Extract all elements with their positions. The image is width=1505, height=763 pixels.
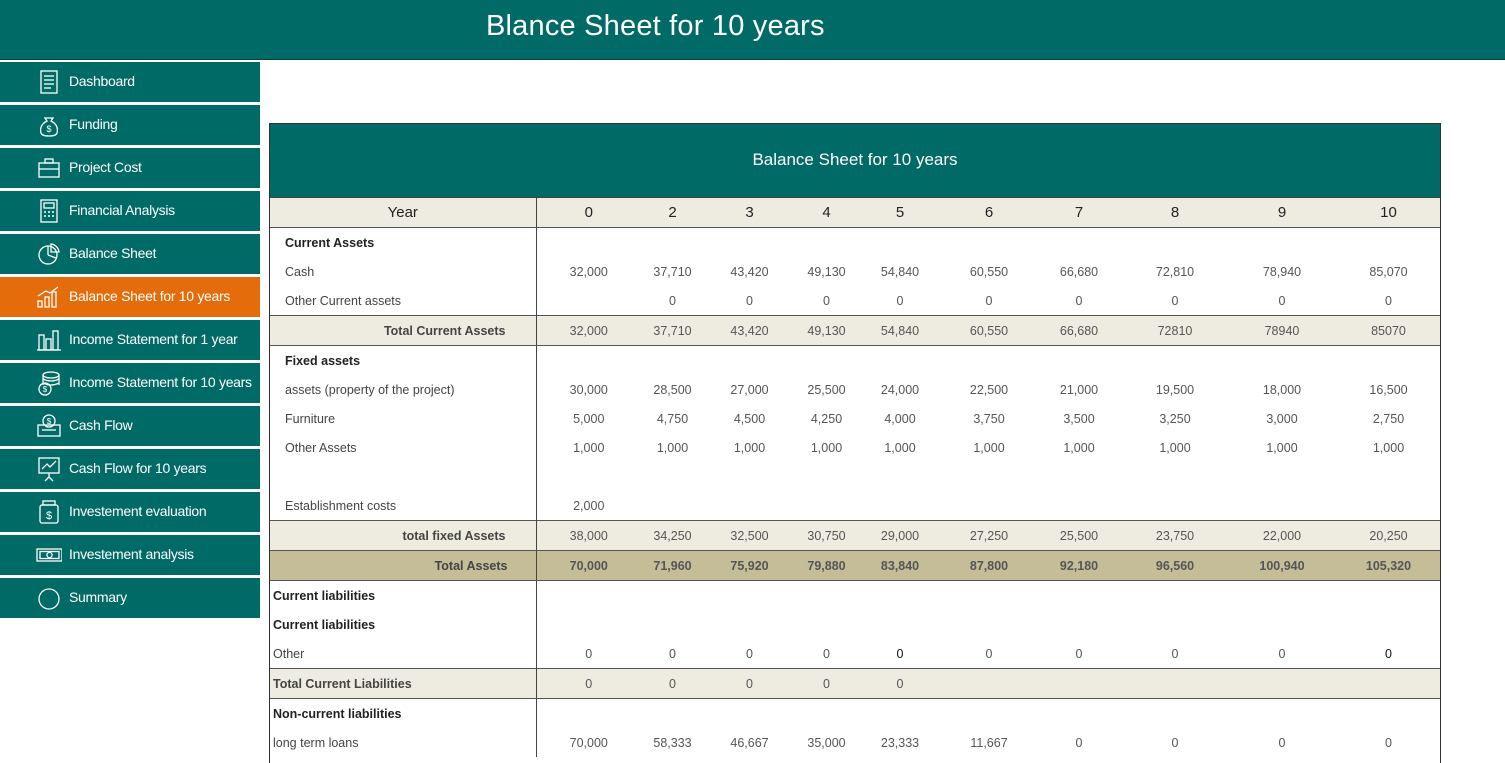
- table-cell[interactable]: [704, 581, 795, 611]
- row-label: Non-current liabilities: [273, 706, 402, 721]
- table-cell[interactable]: 72810: [1122, 316, 1228, 346]
- table-cell[interactable]: 96,560: [1122, 551, 1228, 581]
- sidebar-item-label: Summary: [69, 589, 127, 605]
- calculator-icon: [36, 198, 62, 224]
- table-cell[interactable]: 3,500: [1063, 411, 1095, 426]
- table-cell[interactable]: 0: [1278, 735, 1286, 750]
- table-cell[interactable]: [942, 581, 1036, 611]
- table-cell[interactable]: 0: [823, 646, 830, 661]
- table-cell[interactable]: 3,750: [973, 411, 1005, 426]
- table-cell[interactable]: 32,000: [536, 316, 641, 346]
- sidebar-item-label: Financial Analysis: [69, 202, 175, 218]
- table-cell[interactable]: [704, 462, 795, 491]
- sidebar-item-label: Income Statement for 1 year: [69, 331, 238, 347]
- table-cell[interactable]: [858, 228, 942, 258]
- table-cell[interactable]: [858, 581, 942, 611]
- sidebar-item-label: Investement evaluation: [69, 503, 207, 519]
- row-label: Cash: [285, 264, 315, 279]
- table-cell[interactable]: [1336, 346, 1441, 376]
- year-header-cell: 3: [704, 198, 795, 228]
- table-cell[interactable]: 25,500: [807, 382, 846, 397]
- table-cell[interactable]: 79,880: [795, 551, 858, 581]
- table-cell[interactable]: 66,680: [1059, 264, 1099, 279]
- table-cell[interactable]: 0: [746, 646, 753, 661]
- table-cell[interactable]: 1,000: [810, 440, 843, 455]
- sidebar-nav: [0, 62, 260, 621]
- sheet-title: Balance Sheet for 10 years: [752, 150, 958, 169]
- table-cell[interactable]: [942, 462, 1036, 491]
- year-header-cell: 2: [641, 198, 704, 228]
- table-row: [270, 346, 1441, 376]
- table-cell[interactable]: [1122, 462, 1228, 491]
- table-cell[interactable]: 0: [746, 293, 753, 308]
- year-header-cell: 9: [1228, 198, 1336, 228]
- sidebar-item-income-statement-for-1-year[interactable]: [0, 320, 260, 363]
- table-cell[interactable]: [1122, 346, 1228, 376]
- row-label: Total Current Assets: [270, 316, 536, 346]
- table-cell[interactable]: 1,000: [1266, 440, 1298, 455]
- table-cell[interactable]: [942, 610, 1036, 639]
- table-cell[interactable]: [704, 699, 795, 729]
- table-cell[interactable]: 0: [858, 669, 942, 699]
- table-cell[interactable]: 0: [1171, 735, 1179, 750]
- title-bar: [0, 0, 1505, 60]
- banknote-icon: [36, 542, 62, 568]
- table-row: [270, 551, 1441, 581]
- table-cell[interactable]: [795, 462, 858, 491]
- table-cell[interactable]: 70,000: [536, 551, 641, 581]
- table-cell[interactable]: [1228, 228, 1336, 258]
- table-cell[interactable]: [1228, 699, 1336, 729]
- table-cell[interactable]: [1336, 462, 1441, 491]
- table-cell[interactable]: 0: [1075, 735, 1083, 750]
- table-cell[interactable]: 32,000: [536, 257, 641, 286]
- table-cell[interactable]: 20,250: [1336, 521, 1441, 551]
- sidebar-item-project-cost[interactable]: [0, 148, 260, 191]
- table-cell[interactable]: 0: [536, 669, 641, 699]
- table-cell[interactable]: 85,070: [1369, 264, 1408, 279]
- table-cell[interactable]: [1122, 669, 1228, 699]
- table-cell[interactable]: 0: [896, 293, 904, 308]
- table-cell[interactable]: 18,000: [1262, 382, 1302, 397]
- row-label: Other Assets: [285, 440, 357, 455]
- table-cell[interactable]: [641, 610, 704, 639]
- table-cell[interactable]: 75,920: [704, 551, 795, 581]
- table-cell[interactable]: 0: [1385, 735, 1392, 750]
- svg-text:$: $: [46, 124, 52, 134]
- coin-stack-icon: [36, 370, 62, 396]
- table-cell[interactable]: 1,000: [733, 440, 766, 455]
- table-cell[interactable]: 32,500: [704, 521, 795, 551]
- row-label: Total Current Liabilities: [270, 669, 536, 699]
- sheet-title-bar: [270, 124, 1440, 198]
- pie-chart-icon: [36, 241, 62, 267]
- table-cell[interactable]: 28,500: [653, 382, 692, 397]
- table-row: [270, 316, 1441, 346]
- sidebar-item-summary[interactable]: [0, 578, 260, 621]
- table-row: [270, 521, 1441, 551]
- table-row: [270, 375, 1441, 404]
- table-cell[interactable]: [1228, 491, 1336, 521]
- table-cell[interactable]: [795, 346, 858, 376]
- table-cell[interactable]: 4,000: [884, 411, 916, 426]
- table-row: [270, 728, 1441, 757]
- table-cell[interactable]: [641, 581, 704, 611]
- table-cell[interactable]: 23,750: [1122, 521, 1228, 551]
- table-cell[interactable]: 66,680: [1036, 316, 1122, 346]
- year-header-cell: 7: [1036, 198, 1122, 228]
- dollar-jar-icon: [36, 499, 62, 525]
- table-cell[interactable]: 54,840: [880, 264, 920, 279]
- table-cell[interactable]: 19,500: [1155, 382, 1195, 397]
- table-cell[interactable]: 49,130: [795, 316, 858, 346]
- table-cell[interactable]: 0: [1278, 646, 1286, 661]
- row-label: Furniture: [285, 411, 336, 426]
- table-cell[interactable]: 43,420: [704, 316, 795, 346]
- table-cell[interactable]: 1,000: [1063, 440, 1095, 455]
- table-cell[interactable]: [536, 581, 641, 611]
- table-cell[interactable]: 60,550: [969, 264, 1009, 279]
- table-row: [270, 491, 1441, 521]
- table-row: [270, 699, 1441, 729]
- table-cell[interactable]: [1036, 581, 1122, 611]
- year-header-cell: 10: [1336, 198, 1441, 228]
- row-label: [270, 462, 536, 491]
- table-cell[interactable]: 0: [1075, 293, 1083, 308]
- circle-icon: [36, 585, 62, 611]
- table-cell[interactable]: 21,000: [1059, 382, 1099, 397]
- table-cell[interactable]: [1228, 610, 1336, 639]
- table-cell[interactable]: [1122, 610, 1228, 639]
- table-cell[interactable]: [536, 699, 641, 729]
- table-cell[interactable]: [704, 491, 795, 521]
- table-cell[interactable]: 60,550: [942, 316, 1036, 346]
- row-label: Current liabilities: [273, 588, 376, 603]
- table-cell[interactable]: [1122, 491, 1228, 521]
- table-cell[interactable]: [942, 491, 1036, 521]
- table-cell[interactable]: [641, 228, 704, 258]
- table-cell[interactable]: [1122, 228, 1228, 258]
- table-cell[interactable]: [795, 699, 858, 729]
- table-cell[interactable]: 49,130: [807, 264, 846, 279]
- sidebar-item-label: Project Cost: [69, 159, 142, 175]
- table-cell[interactable]: [1336, 699, 1441, 729]
- table-row: [270, 433, 1441, 462]
- table-cell[interactable]: [1228, 581, 1336, 611]
- table-cell[interactable]: 29,000: [858, 521, 942, 551]
- sidebar-item-investement-evaluation[interactable]: [0, 492, 260, 535]
- table-cell[interactable]: 27,000: [730, 382, 769, 397]
- table-cell[interactable]: [1336, 610, 1441, 639]
- table-cell[interactable]: 22,500: [969, 382, 1009, 397]
- table-cell[interactable]: [942, 699, 1036, 729]
- balance-table: [270, 198, 1441, 757]
- table-cell[interactable]: [1036, 462, 1122, 491]
- table-cell[interactable]: 43,420: [730, 264, 769, 279]
- table-cell[interactable]: 0: [669, 293, 676, 308]
- sidebar-item-label: Funding: [69, 116, 118, 132]
- table-cell[interactable]: [1036, 346, 1122, 376]
- table-cell[interactable]: [704, 610, 795, 639]
- table-cell[interactable]: [1336, 669, 1441, 699]
- table-cell[interactable]: [858, 699, 942, 729]
- table-cell[interactable]: 34,250: [641, 521, 704, 551]
- table-row: [270, 404, 1441, 433]
- table-cell[interactable]: 1,000: [1372, 440, 1405, 455]
- table-cell[interactable]: 0: [823, 293, 830, 308]
- table-cell[interactable]: 0: [896, 646, 904, 661]
- table-cell[interactable]: 70,000: [536, 728, 641, 757]
- table-cell[interactable]: [942, 228, 1036, 258]
- table-cell[interactable]: [536, 610, 641, 639]
- table-cell[interactable]: 1,000: [656, 440, 689, 455]
- year-header-cell: 0: [536, 198, 641, 228]
- table-cell[interactable]: 16,500: [1369, 382, 1408, 397]
- sidebar-item-label: Investement analysis: [69, 546, 194, 562]
- table-cell[interactable]: 4,250: [810, 411, 843, 426]
- table-cell[interactable]: 1,000: [884, 440, 916, 455]
- table-cell[interactable]: [641, 462, 704, 491]
- table-cell[interactable]: 78,940: [1262, 264, 1302, 279]
- table-cell[interactable]: 23,333: [880, 735, 920, 750]
- table-cell[interactable]: 0: [1075, 646, 1083, 661]
- table-cell[interactable]: 54,840: [858, 316, 942, 346]
- table-cell[interactable]: 30,000: [536, 375, 641, 404]
- table-row: [270, 610, 1441, 639]
- table-cell[interactable]: 37,710: [653, 264, 692, 279]
- table-cell[interactable]: 1,000: [536, 433, 641, 462]
- year-header-cell: 8: [1122, 198, 1228, 228]
- table-cell[interactable]: [1228, 346, 1336, 376]
- sidebar-item-income-statement-for-10-years[interactable]: [0, 363, 260, 406]
- table-cell[interactable]: 87,800: [942, 551, 1036, 581]
- year-header-cell: 4: [795, 198, 858, 228]
- table-row: [270, 257, 1441, 286]
- table-cell[interactable]: 0: [704, 669, 795, 699]
- document-list-icon: [36, 69, 62, 95]
- table-cell[interactable]: 3,250: [1159, 411, 1191, 426]
- table-cell[interactable]: [536, 346, 641, 376]
- table-cell[interactable]: 0: [795, 669, 858, 699]
- table-cell[interactable]: 0: [1278, 293, 1286, 308]
- table-cell[interactable]: 0: [1385, 646, 1392, 661]
- table-cell[interactable]: 22,000: [1228, 521, 1336, 551]
- table-cell[interactable]: 0: [669, 646, 676, 661]
- balance-sheet-table: [269, 123, 1441, 763]
- svg-text:$: $: [42, 385, 48, 394]
- table-cell[interactable]: [641, 699, 704, 729]
- sidebar-item-label: Cash Flow for 10 years: [69, 460, 207, 476]
- year-header-cell: 5: [858, 198, 942, 228]
- row-label: Fixed assets: [285, 353, 361, 368]
- table-cell[interactable]: 35,000: [807, 735, 846, 750]
- money-bag-icon: [36, 112, 62, 138]
- sidebar-item-label: Income Statement for 10 years: [69, 374, 252, 390]
- table-cell[interactable]: 0: [536, 639, 641, 669]
- table-cell[interactable]: [1336, 581, 1441, 611]
- table-cell[interactable]: 27,250: [942, 521, 1036, 551]
- table-cell[interactable]: 1,000: [973, 440, 1005, 455]
- table-cell[interactable]: [641, 491, 704, 521]
- sidebar-item-funding[interactable]: [0, 105, 260, 148]
- table-cell[interactable]: 37,710: [641, 316, 704, 346]
- bar-chart-icon: [36, 327, 62, 353]
- growth-bars-icon: [36, 284, 62, 310]
- presentation-chart-icon: [36, 456, 62, 482]
- table-cell[interactable]: [1036, 491, 1122, 521]
- row-label: Other: [273, 646, 305, 661]
- table-row: [270, 462, 1441, 491]
- table-cell[interactable]: 92,180: [1036, 551, 1122, 581]
- row-label: Establishment costs: [285, 498, 397, 513]
- table-cell[interactable]: [1036, 669, 1122, 699]
- row-label: Current Assets: [285, 235, 375, 250]
- table-cell[interactable]: 0: [985, 646, 993, 661]
- briefcase-icon: [36, 155, 62, 181]
- table-row: [270, 581, 1441, 611]
- table-cell[interactable]: [1122, 581, 1228, 611]
- sidebar-item-financial-analysis[interactable]: [0, 191, 260, 234]
- table-row: [270, 639, 1441, 669]
- table-cell[interactable]: 78940: [1228, 316, 1336, 346]
- year-header-row: [270, 198, 1441, 228]
- table-cell[interactable]: 11,667: [970, 735, 1008, 750]
- svg-text:$: $: [45, 510, 53, 522]
- table-cell[interactable]: [858, 346, 942, 376]
- table-cell[interactable]: 0: [1171, 293, 1179, 308]
- table-cell[interactable]: [1036, 228, 1122, 258]
- table-cell[interactable]: 30,750: [795, 521, 858, 551]
- table-cell[interactable]: [795, 610, 858, 639]
- table-cell[interactable]: [1228, 669, 1336, 699]
- table-cell[interactable]: 58,333: [653, 735, 692, 750]
- sidebar-item-label: Dashboard: [69, 73, 135, 89]
- row-label: total fixed Assets: [270, 521, 536, 551]
- table-cell[interactable]: [1228, 462, 1336, 491]
- row-label: Current liabilities: [273, 617, 376, 632]
- table-cell[interactable]: 0: [985, 293, 993, 308]
- row-label: Total Assets: [270, 551, 536, 581]
- sidebar-item-investement-analysis[interactable]: [0, 535, 260, 578]
- table-row: [270, 286, 1441, 316]
- table-row: [270, 228, 1441, 258]
- table-cell[interactable]: [1036, 699, 1122, 729]
- sidebar-item-balance-sheet[interactable]: [0, 234, 260, 277]
- table-cell[interactable]: 25,500: [1036, 521, 1122, 551]
- sidebar-item-cash-flow[interactable]: [0, 406, 260, 449]
- sidebar-item-label: Balance Sheet for 10 years: [69, 288, 231, 304]
- table-cell[interactable]: [942, 669, 1036, 699]
- page-title: Blance Sheet for 10 years: [486, 10, 825, 42]
- table-cell[interactable]: [858, 610, 942, 639]
- table-cell[interactable]: 1,000: [1159, 440, 1191, 455]
- table-cell[interactable]: [795, 581, 858, 611]
- table-cell[interactable]: 71,960: [641, 551, 704, 581]
- row-label: Other Current assets: [285, 293, 402, 308]
- table-cell[interactable]: 4,750: [656, 411, 689, 426]
- table-cell[interactable]: 24,000: [880, 382, 920, 397]
- table-cell[interactable]: 4,500: [733, 411, 766, 426]
- table-cell[interactable]: [536, 462, 641, 491]
- table-cell[interactable]: [704, 228, 795, 258]
- table-cell[interactable]: 83,840: [858, 551, 942, 581]
- table-cell[interactable]: [1036, 610, 1122, 639]
- table-cell[interactable]: 0: [641, 669, 704, 699]
- table-cell[interactable]: 38,000: [536, 521, 641, 551]
- table-cell[interactable]: [536, 286, 641, 316]
- table-cell[interactable]: [858, 491, 942, 521]
- table-cell[interactable]: 85070: [1336, 316, 1441, 346]
- sidebar-item-balance-sheet-for-10-years[interactable]: [0, 277, 260, 320]
- table-cell[interactable]: 46,667: [730, 735, 769, 750]
- sidebar-item-label: Cash Flow: [69, 417, 133, 433]
- table-cell[interactable]: [858, 462, 942, 491]
- sidebar-item-cash-flow-for-10-years[interactable]: [0, 449, 260, 492]
- table-cell[interactable]: 105,320: [1336, 551, 1441, 581]
- table-row: [270, 669, 1441, 699]
- sidebar-item-label: Balance Sheet: [69, 245, 157, 261]
- table-cell[interactable]: [641, 346, 704, 376]
- table-cell[interactable]: [795, 228, 858, 258]
- table-cell[interactable]: 0: [1171, 646, 1179, 661]
- table-cell[interactable]: [536, 228, 641, 258]
- sidebar-item-dashboard[interactable]: [0, 62, 260, 105]
- table-cell[interactable]: 2,750: [1372, 411, 1405, 426]
- year-label: Year: [270, 198, 536, 228]
- row-label: assets (property of the project): [285, 382, 455, 397]
- table-cell[interactable]: [1336, 228, 1441, 258]
- row-label: long term loans: [273, 735, 359, 750]
- table-cell[interactable]: 2,000: [536, 491, 641, 521]
- table-cell[interactable]: [1336, 491, 1441, 521]
- table-cell[interactable]: 5,000: [536, 404, 641, 433]
- table-cell[interactable]: [795, 491, 858, 521]
- table-cell[interactable]: 72,810: [1155, 264, 1195, 279]
- cash-register-icon: [36, 413, 62, 439]
- table-cell[interactable]: [942, 346, 1036, 376]
- table-cell[interactable]: [704, 346, 795, 376]
- table-cell[interactable]: [1122, 699, 1228, 729]
- table-cell[interactable]: 0: [1385, 293, 1392, 308]
- table-cell[interactable]: 3,000: [1266, 411, 1298, 426]
- year-header-cell: 6: [942, 198, 1036, 228]
- svg-text:$: $: [46, 417, 52, 426]
- table-cell[interactable]: 100,940: [1228, 551, 1336, 581]
